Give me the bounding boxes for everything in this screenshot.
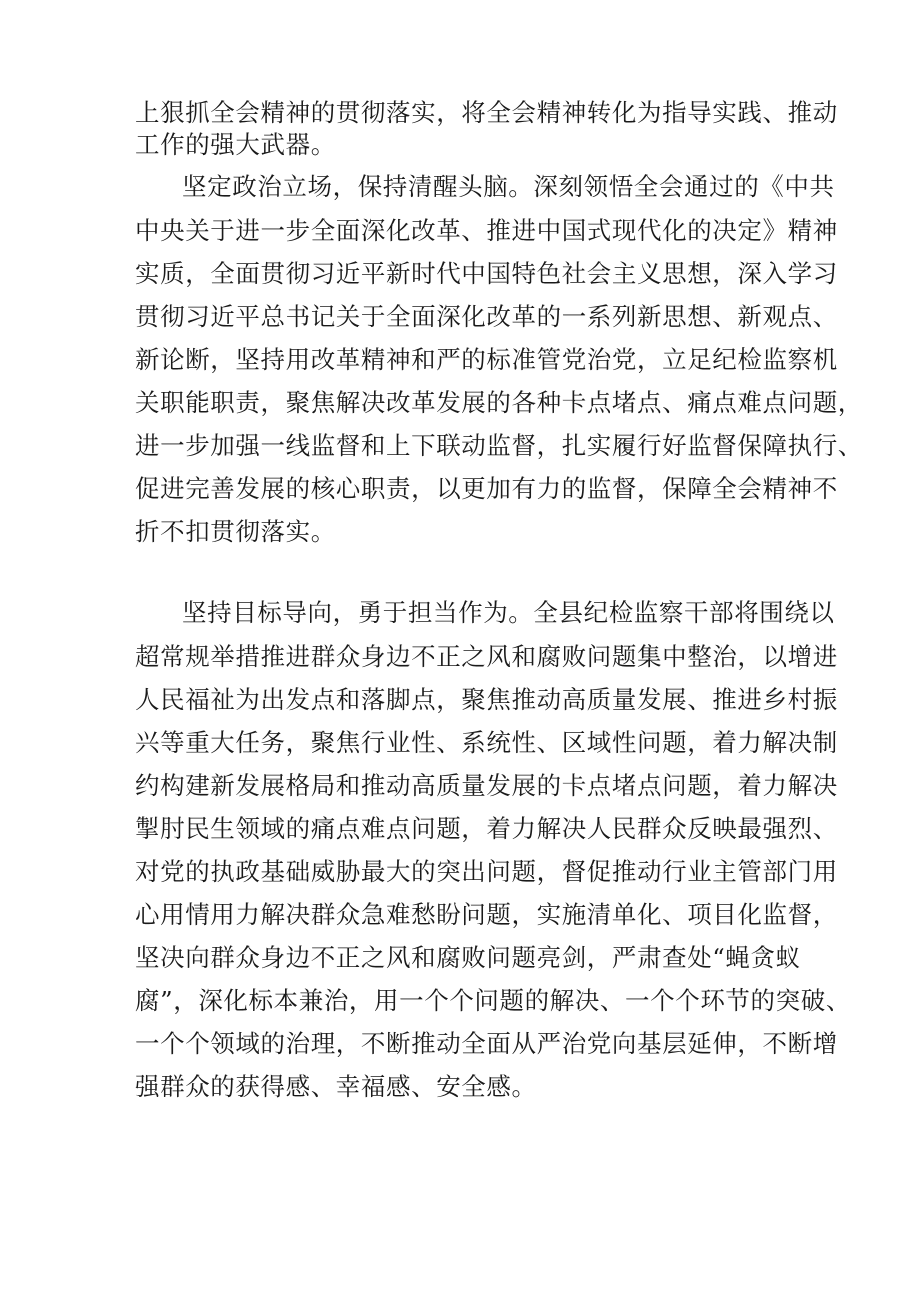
paragraph-2-line-9: 折不扣贯彻落实。 bbox=[135, 517, 336, 546]
paragraph-2-line-2: 中央关于进一步全面深化改革、推进中国式现代化的决定》精神 bbox=[135, 216, 838, 245]
paragraph-3-line-5: 约构建新发展格局和推动高质量发展的卡点堵点问题，着力解决 bbox=[135, 771, 838, 800]
paragraph-1-line-1: 上狠抓全会精神的贯彻落实，将全会精神转化为指导实践、推动 bbox=[135, 98, 838, 127]
paragraph-2-line-5: 新论断，坚持用改革精神和严的标准管党治党，立足纪检监察机 bbox=[135, 345, 838, 374]
paragraph-3-line-7: 对党的执政基础威胁最大的突出问题，督促推动行业主管部门用 bbox=[135, 857, 838, 886]
paragraph-2-line-4: 贯彻习近平总书记关于全面深化改革的一系列新思想、新观点、 bbox=[135, 302, 838, 331]
paragraph-3-line-8: 心用情用力解决群众急难愁盼问题，实施清单化、项目化监督， bbox=[135, 900, 838, 929]
paragraph-2-line-8: 促进完善发展的核心职责，以更加有力的监督，保障全会精神不 bbox=[135, 474, 838, 503]
paragraph-2-line-7: 进一步加强一线监督和上下联动监督，扎实履行好监督保障执行、 bbox=[135, 431, 863, 460]
paragraph-3-line-10: 腐”，深化标本兼治，用一个个问题的解决、一个个环节的突破、 bbox=[135, 986, 851, 1015]
paragraph-3-line-12: 强群众的获得感、幸福感、安全感。 bbox=[135, 1072, 537, 1101]
paragraph-2-line-1: 坚定政治立场，保持清醒头脑。深刻领悟全会通过的《中共 bbox=[182, 172, 835, 201]
paragraph-3-line-3: 人民福祉为出发点和落脚点，聚焦推动高质量发展、推进乡村振 bbox=[135, 685, 838, 714]
paragraph-2-line-3: 实质，全面贯彻习近平新时代中国特色社会主义思想，深入学习 bbox=[135, 259, 838, 288]
paragraph-2-line-6: 关职能职责，聚焦解决改革发展的各种卡点堵点、痛点难点问题， bbox=[135, 388, 863, 417]
paragraph-3-line-6: 掣肘民生领域的痛点难点问题，着力解决人民群众反映最强烈、 bbox=[135, 814, 838, 843]
paragraph-3-line-2: 超常规举措推进群众身边不正之风和腐败问题集中整治，以增进 bbox=[135, 642, 838, 671]
paragraph-3-line-9: 坚决向群众身边不正之风和腐败问题亮剑，严肃查处“蝇贪蚁 bbox=[135, 943, 801, 972]
paragraph-3-line-4: 兴等重大任务，聚焦行业性、系统性、区域性问题，着力解决制 bbox=[135, 728, 838, 757]
paragraph-3-line-11: 一个个领域的治理，不断推动全面从严治党向基层延伸，不断增 bbox=[135, 1029, 838, 1058]
paragraph-3-line-13 bbox=[135, 1110, 795, 1150]
paragraph-1-line-2: 工作的强大武器。 bbox=[135, 130, 336, 159]
paragraph-3-line-1: 坚持目标导向，勇于担当作为。全县纪检监察干部将围绕以 bbox=[182, 598, 835, 627]
